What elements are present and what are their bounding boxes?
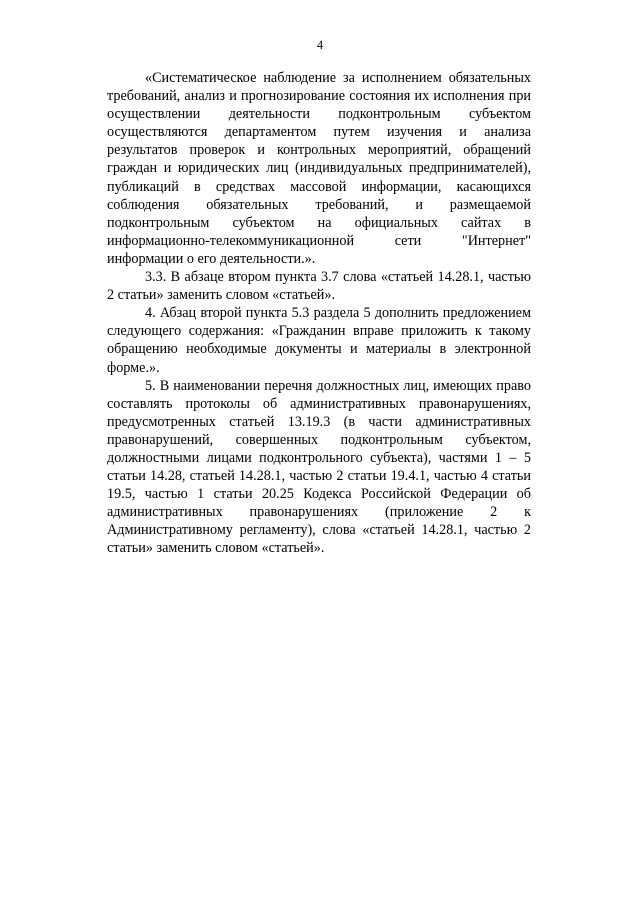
paragraph-5: 5. В наименовании перечня должностных лиц, имеющих право составлять протоколы об административных правонарушениях, предусмотренных статьей 13.19.3 (в части административных правонарушений, совершенных подконтрольным субъектом, должностными лицами подконтрольного субъекта), частями 1 – 5 статьи 14.28, статьей 14.28.1, частью 2 статьи 19.4.1, частью 4 статьи 19.5, частью 1 статьи 20.25 Кодекса Российской Федерации об административных правонарушениях (приложение 2 к Административному регламенту), слова «статьей 14.28.1, частью 2 статьи» заменить словом «статьей». <box>107 377 531 557</box>
paragraph-systematic-observation: «Систематическое наблюдение за исполнением обязательных требований, анализ и прогнозирование состояния их исполнения при осуществлении деятельности подконтрольным субъектом осуществляются департаментом путем изучения и анализа результатов проверок и контрольных мероприятий, обращений граждан и юридических лиц (индивидуальных предпринимателей), публикаций в средствах массовой информации, касающихся соблюдения обязательных требований, и размещаемой подконтрольным субъектом на официальных сайтах в информационно-телекоммуникационной сети "Интернет" информации о его деятельности.». <box>107 70 531 267</box>
page-number: 4 <box>316 38 324 52</box>
paragraph-4: 4. Абзац второй пункта 5.3 раздела 5 дополнить предложением следующего содержания: «Гражданин вправе приложить к такому обращению необходимые документы и материалы в электронной форме.». <box>107 305 531 376</box>
document-body <box>107 69 531 558</box>
paragraph-3-3: 3.3. В абзаце втором пункта 3.7 слова «статьей 14.28.1, частью 2 статьи» заменить словом «статьей». <box>107 269 531 304</box>
